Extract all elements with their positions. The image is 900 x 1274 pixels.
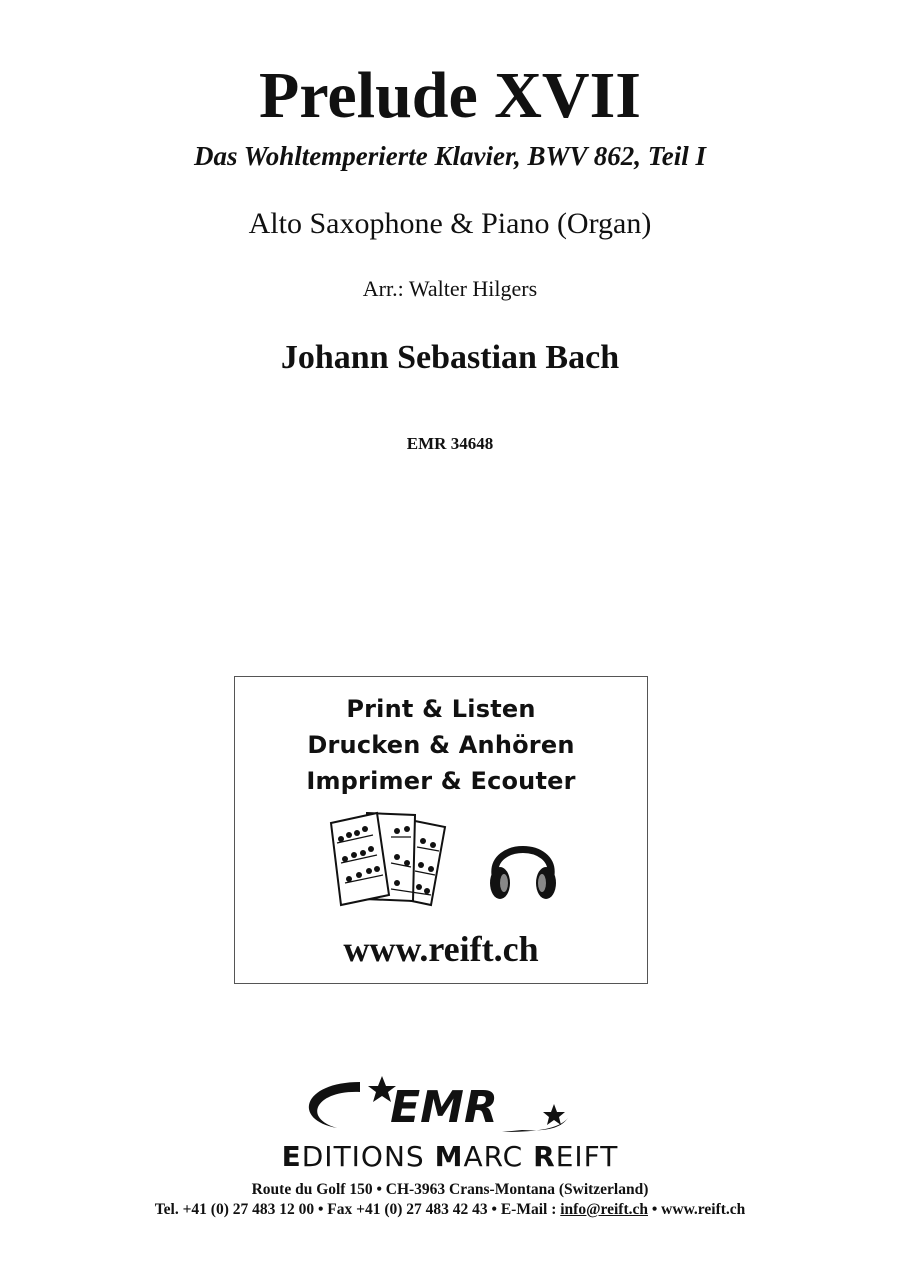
page-title: Prelude XVII	[259, 59, 641, 132]
promo-url: www.reift.ch	[343, 929, 539, 969]
logo-text: EMR	[390, 1082, 498, 1133]
promo-line-en: Print & Listen	[346, 695, 536, 723]
instrumentation: Alto Saxophone & Piano (Organ)	[248, 207, 652, 240]
sheet-music-icon	[327, 809, 457, 909]
promo-line-fr: Imprimer & Ecouter	[306, 767, 576, 795]
arranger: Arr.: Walter Hilgers	[362, 276, 538, 301]
publisher-address: Route du Golf 150 • CH-3963 Crans-Montana (Switzerland)	[251, 1181, 649, 1198]
headphones-icon	[485, 827, 561, 907]
promo-line-de: Drucken & Anhören	[307, 731, 575, 759]
publisher-name: EDITIONS MARC REIFT	[281, 1140, 619, 1173]
catalog-number: EMR 34648	[406, 434, 494, 453]
print-listen-box	[234, 676, 648, 984]
email-link[interactable]: info@reift.ch	[560, 1201, 648, 1218]
subtitle: Das Wohltemperierte Klavier, BWV 862, Teil I	[193, 141, 707, 171]
publisher-contact: Tel. +41 (0) 27 483 12 00 • Fax +41 (0) 27 483 42 43 • E-Mail : info@reift.ch • www.reift.ch	[154, 1201, 746, 1218]
composer: Johann Sebastian Bach	[280, 339, 620, 376]
